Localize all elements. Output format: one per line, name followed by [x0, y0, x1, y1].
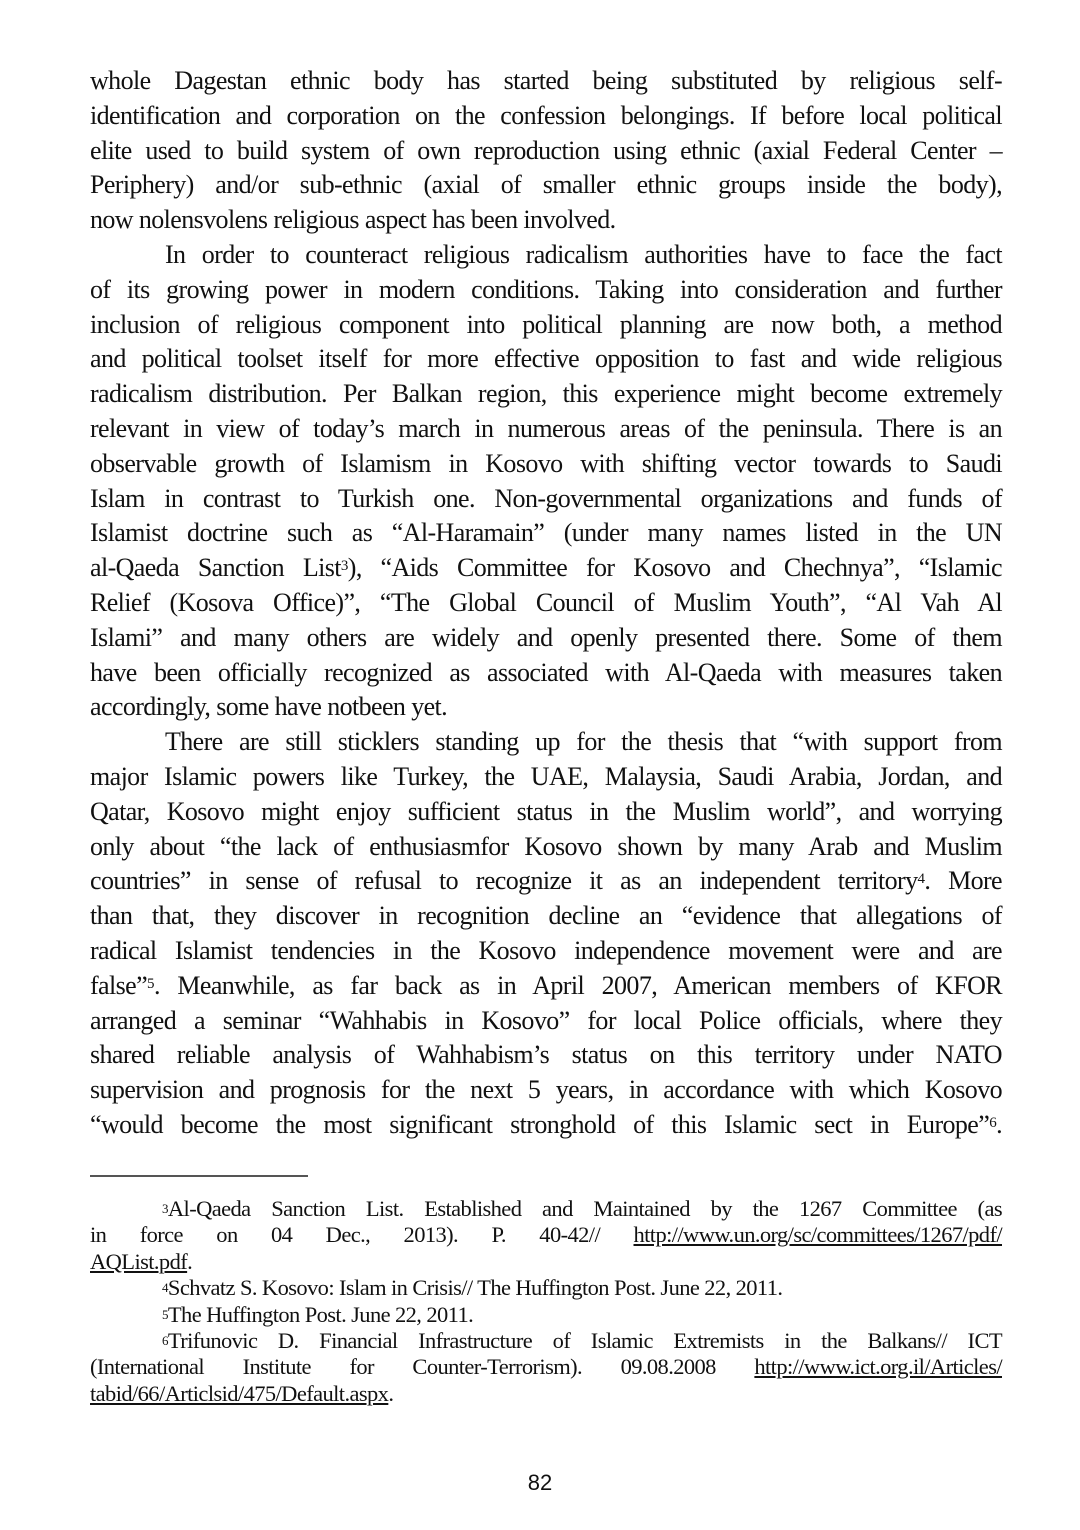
body-line: radicalism distribution. Per Balkan region, this experience might become extremely — [90, 379, 1002, 409]
footnote-number: 6 — [162, 1332, 168, 1348]
footnote-6-cont — [90, 1354, 1002, 1380]
body-line — [90, 551, 1002, 586]
footnote-text: Schvatz S. Kosovo: Islam in Crisis// The Huffington Post. June 22, 2011. — [167, 1275, 783, 1301]
body-line — [90, 864, 1002, 899]
body-line: There are still sticklers standing up for the thesis that “with support from — [165, 727, 1002, 757]
body-line: shared reliable analysis of Wahhabism’s status on this territory under NATO — [90, 1040, 1002, 1070]
body-line — [90, 1108, 1002, 1143]
body-line: Relief (Kosova Office)”, “The Global Council of Muslim Youth”, “Al Vah Al — [90, 587, 1002, 617]
body-line: Islam in contrast to Turkish one. Non-governmental organizations and funds of — [90, 483, 1002, 513]
body-text-segment: . Meanwhile, as far back as in April 2007, American members of KFOR — [153, 970, 1002, 1000]
body-text-segment: . — [996, 1109, 1002, 1139]
footnote-number: 3 — [162, 1201, 168, 1216]
footnote-ref-4[interactable]: 4 — [917, 871, 925, 888]
body-text — [90, 64, 1002, 1143]
footnote-ref-5[interactable]: 5 — [147, 975, 154, 992]
body-line: In order to counteract religious radicalism authorities have to face the fact — [165, 239, 1002, 269]
body-line: accordingly, some have notbeen yet. — [90, 692, 448, 722]
body-text-segment: false” — [90, 970, 148, 1000]
footnote-3-link[interactable]: http://www.un.org/sc/committees/1267/pdf/ — [633, 1222, 1002, 1248]
body-line: arranged a seminar “Wahhabis in Kosovo” for local Police officials, where they — [90, 1005, 1002, 1035]
footnote-6-link[interactable]: tabid/66/Articlsid/475/Default.aspx — [90, 1380, 389, 1406]
body-line — [90, 969, 1002, 1004]
body-line: whole Dagestan ethnic body has started being substituted by religious self- — [90, 66, 1002, 95]
body-line: observable growth of Islamism in Kosovo with shifting vector towards to Saudi — [90, 448, 1002, 478]
footnote-text: . — [187, 1248, 193, 1274]
footnote-3-cont — [90, 1249, 1002, 1275]
body-line: Islami” and many others are widely and openly presented there. Some of them — [90, 622, 1002, 652]
body-line: than that, they discover in recognition decline an “evidence that allegations of — [90, 901, 1002, 931]
body-line: relevant in view of today’s march in numerous areas of the peninsula. There is an — [90, 413, 1002, 443]
footnote-ref-3[interactable]: 3 — [340, 558, 348, 575]
footnote-text: The Huffington Post. June 22, 2011. — [167, 1301, 474, 1327]
body-text-segment: countries” in sense of refusal to recognize it as an independent territory — [90, 866, 918, 896]
footnote-3-cont — [90, 1222, 1002, 1248]
footnote-text: Al-Qaeda Sanction List. Established and Maintained by the 1267 Committee (as — [167, 1196, 1002, 1221]
body-line: Qatar, Kosovo might enjoy sufficient status in the Muslim world”, and worrying — [90, 796, 1002, 826]
page-number: 82 — [527, 1470, 553, 1495]
body-text-segment: al-Qaeda Sanction List — [90, 553, 341, 583]
footnote-3 — [90, 1196, 1002, 1222]
body-line: elite used to build system of own reproduction using ethnic (axial Federal Center – — [90, 135, 1002, 165]
body-line: major Islamic powers like Turkey, the UAE, Malaysia, Saudi Arabia, Jordan, and — [90, 761, 1002, 791]
body-line: of its growing power in modern conditions. Taking into consideration and further — [90, 274, 1002, 304]
body-line: supervision and prognosis for the next 5 years, in accordance with which Kosovo — [90, 1075, 1002, 1105]
body-line: and political toolset itself for more effective opposition to fast and wide religious — [90, 344, 1002, 374]
footnotes — [90, 1196, 1002, 1407]
body-line: radical Islamist tendencies in the Kosovo independence movement were and are — [90, 935, 1002, 965]
body-text-segment: “would become the most significant stronghold of this Islamic sect in Europe” — [90, 1109, 990, 1139]
body-line: have been officially recognized as associated with Al-Qaeda with measures taken — [90, 657, 1002, 687]
footnote-separator — [90, 1175, 308, 1177]
body-line: now nolensvolens religious aspect has been involved. — [90, 205, 616, 235]
footnote-6 — [90, 1328, 1002, 1354]
footnote-ref-6[interactable]: 6 — [989, 1114, 997, 1131]
body-line: Periphery) and/or sub-ethnic (axial of smaller ethnic groups inside the body), — [90, 170, 1002, 200]
body-text-segment: . More — [924, 866, 1002, 896]
body-text-segment: ), “Aids Committee for Kosovo and Chechnya”, “Islamic — [347, 553, 1002, 583]
body-line: inclusion of religious component into political planning are now both, a method — [90, 309, 1002, 339]
footnote-6-cont — [90, 1381, 1002, 1407]
body-line: Islamist doctrine such as “Al-Haramain” (under many names listed in the UN — [90, 518, 1002, 548]
footnote-text: . — [388, 1380, 394, 1406]
footnote-6-link[interactable]: http://www.ict.org.il/Articles/ — [754, 1354, 1002, 1380]
body-line: identification and corporation on the confession belongings. If before local political — [90, 100, 1002, 130]
footnote-5 — [90, 1302, 1002, 1328]
footnote-number: 5 — [162, 1306, 168, 1322]
footnote-text: in force on 04 Dec., 2013). P. 40-42// — [90, 1222, 634, 1248]
footnote-number: 4 — [162, 1280, 168, 1296]
footnote-text: (International Institute for Counter-Terrorism). 09.08.2008 — [90, 1354, 755, 1380]
footnote-4 — [90, 1275, 1002, 1301]
body-line: only about “the lack of enthusiasmfor Kosovo shown by many Arab and Muslim — [90, 831, 1002, 861]
footnote-text: Trifunovic D. Financial Infrastructure of Islamic Extremists in the Balkans// ICT — [167, 1327, 1002, 1353]
footnote-3-link[interactable]: AQList.pdf — [90, 1248, 188, 1274]
